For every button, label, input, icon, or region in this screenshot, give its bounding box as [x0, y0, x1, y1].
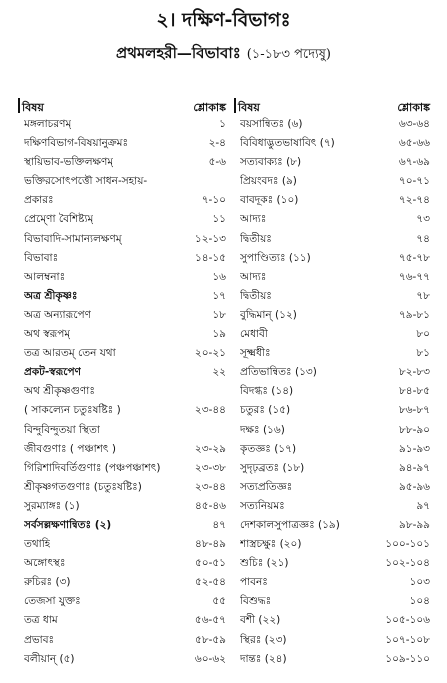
index-row	[16, 287, 230, 306]
index-row	[232, 191, 434, 210]
index-row	[16, 440, 230, 459]
index-verse-number: ২৩-৪৪	[194, 404, 226, 417]
index-verse-number: ৮৬-৮৭	[398, 404, 430, 417]
index-column-right	[232, 97, 434, 669]
index-row	[16, 210, 230, 229]
index-topic: ভক্তিরসোৎপত্তৌ সাধন-সহায়-	[24, 175, 148, 188]
index-row	[16, 325, 230, 344]
index-row	[16, 631, 230, 650]
index-topic: তত্র আরতম্ তেন যথা	[24, 347, 116, 360]
index-row	[232, 459, 434, 478]
index-verse-number: ৭৮	[416, 289, 430, 302]
index-row	[232, 440, 434, 459]
index-topic: সূক্ষ্মধীঃ	[240, 347, 271, 360]
index-verse-number: ১৭	[212, 289, 226, 302]
index-topic: বিশুদ্ধঃ	[240, 595, 272, 608]
index-topic: দান্তঃ (২৪)	[240, 652, 287, 665]
index-verse-number: ১০৯-১১০	[385, 652, 430, 665]
index-verse-number: ১৬	[212, 270, 226, 283]
index-verse-number: ৮০	[416, 328, 430, 341]
index-verse-number: ৭৪	[416, 232, 430, 245]
index-topic: সত্যপ্রতিজ্ঞঃ	[240, 480, 293, 493]
index-verse-number: ৮১	[416, 347, 430, 360]
index-row	[16, 230, 230, 249]
index-verse-number: ৭৫-৭৮	[398, 251, 430, 264]
index-list	[232, 115, 434, 669]
index-row	[16, 459, 230, 478]
index-verse-number: ১০৫-১০৬	[385, 614, 430, 627]
index-row	[16, 497, 230, 516]
subsection-heading	[0, 42, 447, 67]
index-verse-number: ১০৩	[409, 576, 430, 589]
index-topic: কৃতজ্ঞঃ (১৭)	[240, 442, 297, 455]
index-topic: দ্বিতীয়ঃ	[240, 232, 272, 245]
index-row	[16, 115, 230, 134]
index-row	[232, 478, 434, 497]
index-row	[16, 363, 230, 382]
index-row	[232, 363, 434, 382]
index-row	[232, 115, 434, 134]
index-topic: বশী (২২)	[240, 614, 281, 627]
index-row	[16, 421, 230, 440]
index-topic: বিবিধাদ্ভুতভাষাবিৎ (৭)	[240, 137, 335, 150]
index-verse-number: ২৩-৩৮	[194, 461, 226, 474]
index-topic: বিভাবাঃ	[24, 251, 59, 264]
index-row	[16, 191, 230, 210]
index-row	[16, 573, 230, 592]
index-row	[16, 478, 230, 497]
index-topic: গিরিশাদিবর্তিগুণাঃ (পঞ্চপঞ্চাশৎ)	[24, 461, 161, 474]
index-row	[232, 421, 434, 440]
index-verse-number: ১২-১৩	[194, 232, 226, 245]
index-topic: বাবদূকঃ (১০)	[240, 194, 299, 207]
index-verse-number: ৫৮-৫৯	[194, 633, 226, 646]
index-row	[232, 134, 434, 153]
index-verse-number: ১১	[212, 213, 226, 226]
index-topic: সত্যনিয়মঃ	[240, 499, 285, 512]
index-verse-number: ৮৪-৮৫	[398, 385, 430, 398]
index-row	[232, 172, 434, 191]
index-row	[16, 554, 230, 573]
index-row	[16, 268, 230, 287]
index-verse-number: ১০৪	[409, 595, 430, 608]
index-row	[16, 650, 230, 669]
index-topic: রুচিরঃ (৩)	[24, 576, 71, 589]
index-topic: তেজসা যুক্তঃ	[24, 595, 81, 608]
index-verse-number: ৭৩	[416, 213, 430, 226]
index-verse-number: ২০-২১	[194, 347, 226, 360]
index-row	[232, 325, 434, 344]
index-verse-number: ৯৮-৯৯	[398, 518, 430, 531]
index-verse-number: ১৯	[212, 328, 226, 341]
index-verse-number: ৯৪-৯৭	[398, 461, 430, 474]
index-topic: দেশকালসুপাত্রজ্ঞঃ (১৯)	[240, 518, 340, 531]
index-topic: অথ শ্রীকৃষ্ণগুণাঃ	[24, 385, 95, 398]
index-verse-number: ৭০-৭১	[398, 175, 430, 188]
topic-header: বিষয়	[238, 101, 260, 114]
index-verse-number: ১০০-১০১	[385, 538, 430, 551]
index-topic: সুদৃঢ়ব্রতঃ (১৮)	[240, 461, 305, 474]
index-topic: বয়সান্বিতঃ (৬)	[240, 118, 303, 130]
index-row	[232, 650, 434, 669]
index-verse-number: ৮৮-৯০	[398, 423, 430, 436]
index-verse-number: ১৪-১৫	[194, 251, 226, 264]
index-verse-number: ৬৭-৬৯	[398, 156, 430, 169]
index-verse-number: ২২	[212, 366, 226, 379]
index-row	[16, 249, 230, 268]
index-verse-number: ৪৮-৪৯	[194, 538, 226, 551]
index-row	[232, 554, 434, 573]
index-verse-number: ৭-১০	[201, 194, 226, 207]
index-row	[16, 134, 230, 153]
index-list	[16, 115, 230, 669]
index-topic: শুচিঃ (২১)	[240, 557, 289, 570]
index-topic: স্থায়িভাব-ভক্তিলক্ষণম্	[24, 156, 114, 169]
index-topic: মেধাবী	[240, 328, 268, 341]
index-topic: অঙ্গোৎস্থঃ	[24, 557, 66, 570]
index-row	[232, 516, 434, 535]
index-topic: সর্বসল্লক্ষণান্বিতঃ (২)	[24, 518, 112, 531]
index-row	[16, 592, 230, 611]
index-topic: প্রকট-স্বরূপেণ	[24, 366, 81, 379]
index-topic: মঙ্গলাচরণম্	[24, 118, 72, 130]
index-row	[232, 230, 434, 249]
index-row	[232, 382, 434, 401]
index-row	[16, 153, 230, 172]
index-verse-number: ৫-৬	[208, 156, 226, 169]
index-verse-number: ৬৫-৬৬	[398, 137, 430, 150]
index-verse-number: ৯৫-৯৬	[398, 480, 430, 493]
index-row	[16, 516, 230, 535]
index-verse-number: ২৩-৪৪	[194, 480, 226, 493]
index-row	[232, 268, 434, 287]
index-row	[16, 382, 230, 401]
index-topic: শ্রীকৃষ্ণগতগুণাঃ (চতুঃষষ্টিঃ)	[24, 480, 142, 493]
column-header	[232, 97, 434, 115]
index-topic: পাবনঃ	[240, 576, 268, 589]
index-topic: সত্যবাক্যঃ (৮)	[240, 156, 302, 169]
index-verse-number: ৬৩-৬৪	[398, 118, 430, 130]
index-row	[232, 611, 434, 630]
index-row	[16, 306, 230, 325]
index-row	[16, 611, 230, 630]
subsection-title: প্রথমলহরী—বিভাবাঃ	[116, 44, 241, 62]
index-verse-number: ৬০-৬২	[194, 652, 226, 665]
index-topic: বিভাবাদি-সামান্যলক্ষণম্	[24, 232, 122, 245]
index-topic: প্রভাবঃ	[24, 633, 55, 646]
index-verse-number: ৭৬-৭৭	[398, 270, 430, 283]
index-row	[232, 344, 434, 363]
index-topic: প্রতিভান্বিতঃ (১৩)	[240, 366, 317, 379]
index-topic: প্রকারঃ	[24, 194, 54, 207]
index-topic: অথ স্বরূপম্	[24, 328, 71, 341]
index-verse-number: ৭২-৭৪	[398, 194, 430, 207]
index-topic: তত্র ধাম	[24, 614, 58, 627]
index-topic: জীবগুণাঃ ( পঞ্চাশৎ )	[24, 442, 116, 455]
header-marker	[234, 98, 236, 113]
index-verse-number: ৯৭	[416, 499, 430, 512]
index-topic: বুদ্ধিমান্ (১২)	[240, 308, 297, 321]
index-verse-number: ৪৭	[212, 518, 226, 531]
index-row	[16, 344, 230, 363]
column-header	[16, 97, 230, 115]
index-row	[232, 210, 434, 229]
index-verse-number: ২-৪	[208, 137, 226, 150]
index-row	[232, 401, 434, 420]
index-row	[232, 287, 434, 306]
index-topic: দক্ষঃ (১৬)	[240, 423, 285, 436]
index-verse-number: ৪৫-৪৬	[194, 499, 226, 512]
index-row	[16, 535, 230, 554]
index-verse-number: ৫০-৫১	[194, 557, 226, 570]
header-marker	[18, 98, 20, 113]
index-row	[16, 401, 230, 420]
index-row	[232, 535, 434, 554]
index-verse-number: ১০৭-১০৮	[385, 633, 430, 646]
index-verse-number: ৯১-৯৩	[398, 442, 430, 455]
index-topic: অত্র অন্যারূপেণ	[24, 308, 91, 321]
index-verse-number: ৫৫	[212, 595, 226, 608]
index-topic: ( সাকল্যেন চতুঃষষ্টিঃ )	[24, 404, 121, 417]
index-topic: সুরম্যাঙ্গঃ (১)	[24, 499, 80, 512]
index-verse-number: ৫২-৫৪	[194, 576, 226, 589]
index-topic: তথাহি	[24, 538, 51, 551]
verse-header: শ্লোকাঙ্ক	[193, 101, 226, 114]
topic-header: বিষয়	[22, 101, 44, 114]
index-topic: সুপাণ্ডিত্যঃ (১১)	[240, 251, 311, 264]
index-topic: অত্র শ্রীকৃষ্ণঃ	[24, 289, 78, 302]
index-verse-number: ৫৬-৫৭	[194, 614, 226, 627]
index-topic: চতুরঃ (১৫)	[240, 404, 291, 417]
index-verse-number: ১	[219, 118, 226, 130]
index-verse-number: ১০২-১০৪	[385, 557, 430, 570]
index-topic: দ্বিতীয়ঃ	[240, 289, 272, 302]
index-row	[232, 592, 434, 611]
index-row	[232, 249, 434, 268]
index-topic: আলম্বনাঃ	[24, 270, 66, 283]
index-verse-number: ২৩-২৯	[194, 442, 226, 455]
index-row	[232, 631, 434, 650]
index-topic: বিন্দুবিন্দুতয়া স্থিতা	[24, 423, 100, 436]
index-column-left	[16, 97, 230, 669]
index-verse-number: ৭৯-৮১	[398, 308, 430, 321]
section-heading: ২। দক্ষিণ-বিভাগঃ	[156, 9, 291, 31]
index-topic: বিদগ্ধঃ (১৪)	[240, 385, 294, 398]
verse-header: শ্লোকাঙ্ক	[397, 101, 430, 114]
index-topic: প্রেম্ণো বৈশিষ্ট্যম্	[24, 213, 94, 226]
index-topic: প্রিয়ংবদঃ (৯)	[240, 175, 297, 188]
index-topic: আদ্যঃ	[240, 270, 267, 283]
index-verse-number: ১৮	[212, 308, 226, 321]
index-row	[232, 153, 434, 172]
index-topic: স্থিরঃ (২৩)	[240, 633, 287, 646]
index-verse-number: ৮২-৮৩	[398, 366, 430, 379]
index-row	[232, 497, 434, 516]
index-topic: বলীয়ান্ (৫)	[24, 652, 75, 665]
index-topic: আদ্যঃ	[240, 213, 267, 226]
index-row	[232, 306, 434, 325]
index-topic: দক্ষিণবিভাগ-বিষয়ানুক্রমঃ	[24, 137, 129, 150]
verse-range: (১-১৮৩ পদ্যেষু)	[246, 47, 331, 62]
index-row	[232, 573, 434, 592]
index-row	[16, 172, 230, 191]
index-topic: শাস্ত্রচক্ষুঃ (২০)	[240, 538, 302, 551]
